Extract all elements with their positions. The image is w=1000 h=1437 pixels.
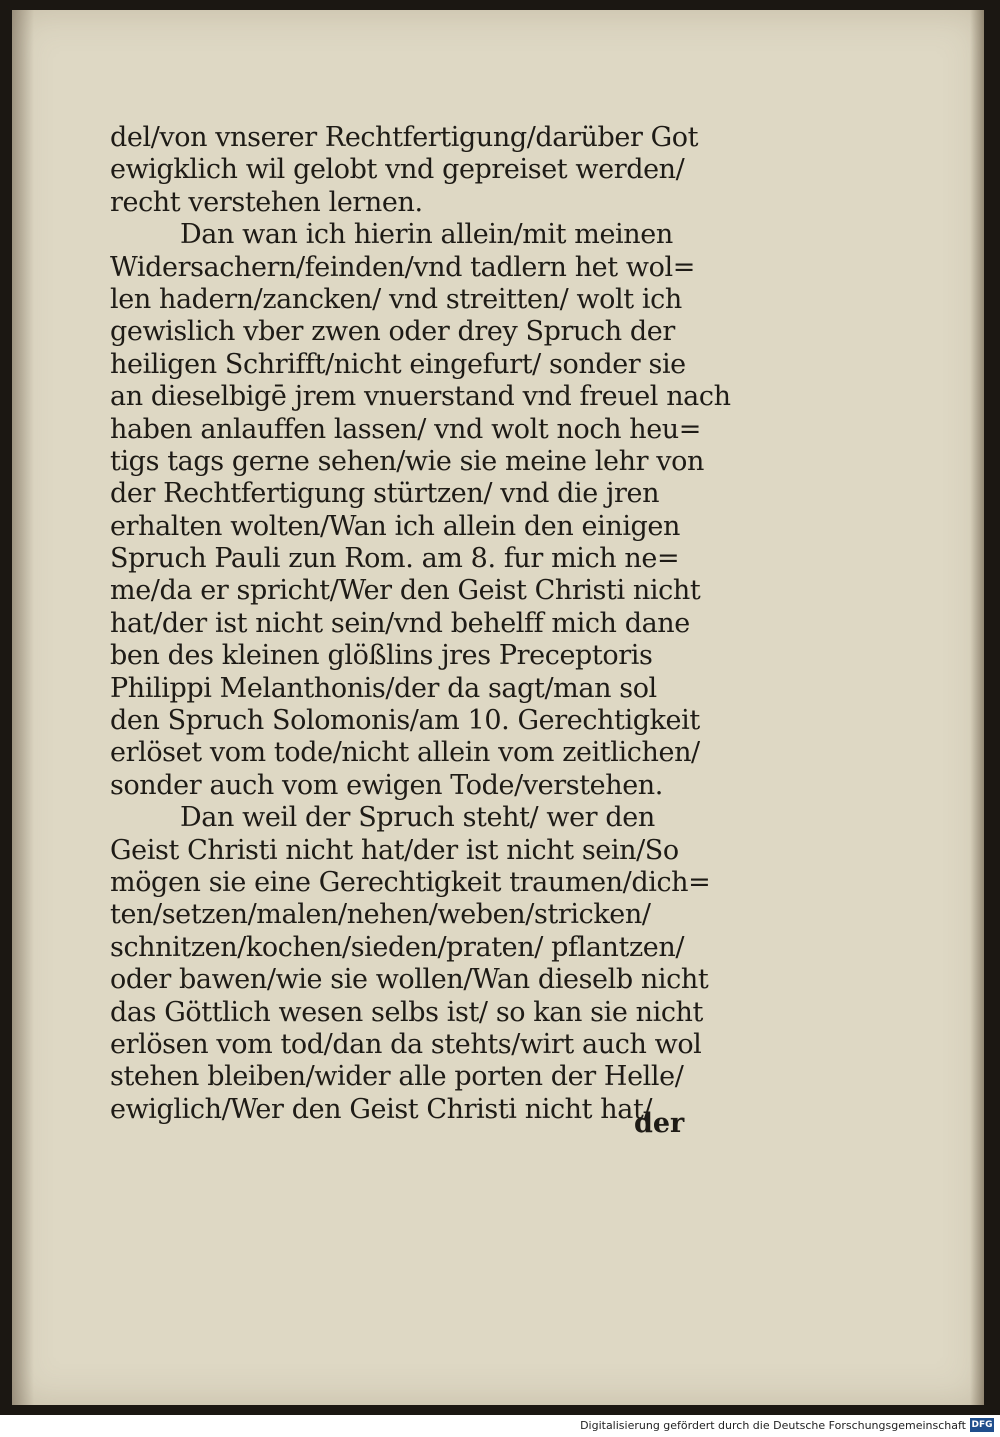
text-line: Philippi Melanthonis/der da sagt/man sol (110, 672, 657, 704)
catchword: der (634, 1108, 685, 1139)
text-line: erlösen vom tod/dan da stehts/wirt auch wol (110, 1028, 702, 1060)
text-line: ewigklich wil gelobt vnd gepreiset werden/ (110, 154, 685, 186)
text-line: Geist Christi nicht hat/der ist nicht sein/So (110, 834, 679, 866)
text-line: ewiglich/Wer den Geist Christi nicht hat/ (110, 1093, 653, 1125)
text-line: Spruch Pauli zun Rom. am 8. fur mich ne= (110, 543, 680, 575)
text-line: erlöset vom tode/nicht allein vom zeitlichen/ (110, 737, 700, 769)
spine-shadow (12, 10, 34, 1405)
text-line: oder bawen/wie sie wollen/Wan dieselb nicht (110, 964, 709, 996)
text-line: mögen sie eine Gerechtigkeit traumen/dich= (110, 866, 711, 898)
text-line: del/von vnserer Rechtfertigung/darüber Got (110, 122, 699, 153)
text-line: haben anlauffen lassen/ vnd wolt noch heu= (110, 413, 702, 445)
text-line: stehen bleiben/wider alle porten der Helle/ (110, 1061, 684, 1093)
text-line: heiligen Schrifft/nicht eingefurt/ sonder sie (110, 348, 686, 380)
page-edge (970, 10, 984, 1405)
text-line: sonder auch vom ewigen Tode/verstehen. (110, 769, 663, 801)
text-line: recht verstehen lernen. (110, 186, 423, 218)
text-line: den Spruch Solomonis/am 10. Gerechtigkeit (110, 705, 700, 737)
text-line: schnitzen/kochen/sieden/praten/ pflantzen/ (110, 931, 685, 963)
paragraph-start-line: Dan wan ich hierin allein/mit meinen (180, 219, 673, 251)
funding-credit: Digitalisierung gefördert durch die Deutsche Forschungsgemeinschaft (580, 1419, 966, 1432)
text-line: das Göttlich wesen selbs ist/ so kan sie nicht (110, 996, 703, 1028)
text-line: der Rechtfertigung stürtzen/ vnd die jren (110, 478, 660, 510)
dfg-logo: DFG (971, 1420, 993, 1430)
text-line: hat/der ist nicht sein/vnd behelff mich dane (110, 607, 690, 639)
book-page (12, 10, 984, 1405)
digitization-footer (0, 1415, 1000, 1437)
text-line: me/da er spricht/Wer den Geist Christi nicht (110, 575, 701, 607)
text-line: tigs tags gerne sehen/wie sie meine lehr von (110, 445, 705, 477)
text-line: an dieselbigē jrem vnuerstand vnd freuel nach (110, 381, 731, 413)
text-line: ben des kleinen glößlins jres Preceptoris (110, 640, 653, 672)
page-text (110, 122, 731, 1126)
text-line: Widersachern/feinden/vnd tadlern het wol= (110, 251, 695, 283)
text-line: erhalten wolten/Wan ich allein den einigen (110, 510, 681, 542)
paragraph-start-line: Dan weil der Spruch steht/ wer den (180, 802, 655, 834)
text-line: len hadern/zancken/ vnd streitten/ wolt ich (110, 283, 682, 315)
text-line: ten/setzen/malen/nehen/weben/stricken/ (110, 899, 651, 931)
text-line: gewislich vber zwen oder drey Spruch der (110, 316, 675, 348)
